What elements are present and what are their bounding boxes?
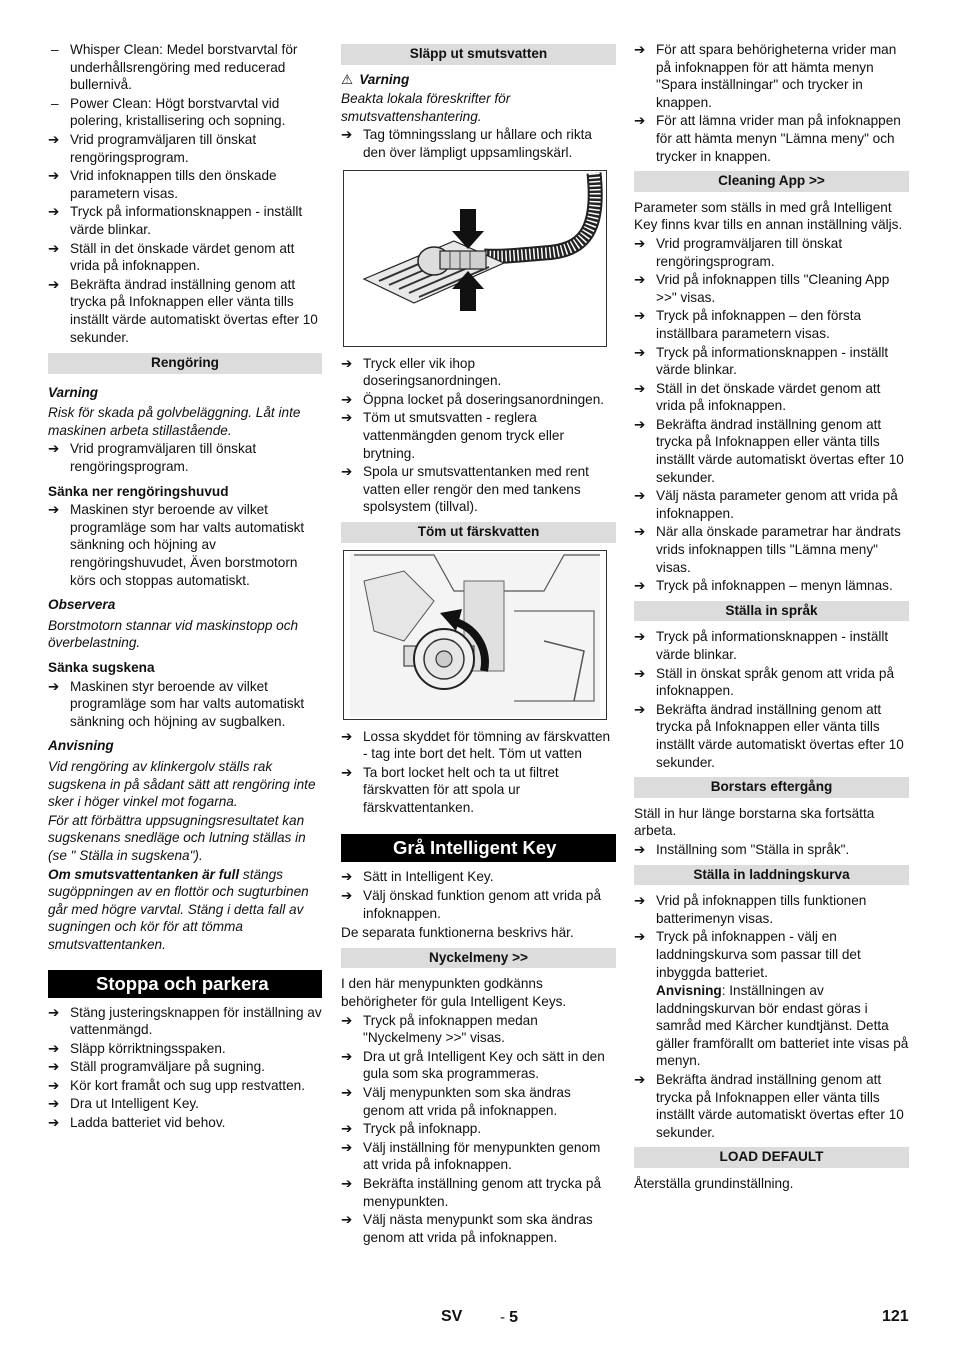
step-item: ➔ Dra ut Intelligent Key. [48, 1096, 199, 1112]
step-item: ➔ Vrid programväljaren till önskat rengöringsprogram. [48, 441, 257, 475]
note-label: Anvisning [48, 738, 114, 754]
arrow-icon: ➔ [341, 888, 353, 904]
arrow-icon: ➔ [634, 272, 646, 288]
subheading: Sänka ner rengöringshuvud [48, 483, 229, 499]
step-item: ➔ Bekräfta ändrad inställning genom att trycka på Infoknappen eller vänta tills inställt värde automatiskt övertas efter 10 sekunder. [634, 416, 904, 485]
drain-hose-illustration [343, 170, 607, 347]
arrow-icon: ➔ [634, 841, 646, 857]
step-item: ➔ Bekräfta ändrad inställning genom att trycka på Infoknappen eller vänta tills inställt värde automatiskt övertas efter 10 sekunder. [48, 276, 318, 345]
fresh-water-cap-illustration [343, 550, 607, 720]
column-right [634, 40, 909, 1194]
arrow-icon: ➔ [341, 764, 353, 780]
step-item: ➔ Vrid programväljaren till önskat rengöringsprogram. [48, 131, 257, 165]
arrow-icon: ➔ [341, 1121, 353, 1137]
step-item: ➔ Tryck på infoknappen medan "Nyckelmeny >>" visas. [341, 1012, 538, 1046]
step-item: ➔ Välj önskad funktion genom att vrida på infoknappen. [341, 888, 602, 921]
arrow-icon: ➔ [634, 524, 646, 540]
arrow-icon: ➔ [48, 240, 60, 256]
arrow-icon: ➔ [634, 629, 646, 645]
arrow-icon: ➔ [48, 1040, 60, 1056]
body-text: Parameter som ställs in med grå Intelligent Key finns kvar tills en annan inställning väljs. [634, 199, 903, 233]
step-item: ➔ Ställ in det önskade värdet genom att vrida på infoknappen. [634, 380, 881, 414]
note-text: Vid rengöring av klinkergolv ställs rak sugskena in på sådant sätt att rengöring inte sker i höger vinkel mot fogarna. [48, 758, 316, 810]
step-item: ➔ Spola ur smutsvattentanken med rent vatten eller rengör den med tankens spolsystem (tillval). [341, 464, 589, 515]
step-item: ➔ Vrid på infoknappen tills "Cleaning App >>" visas. [634, 272, 890, 305]
arrow-icon: ➔ [634, 578, 646, 594]
step-item: ➔ När alla önskade parametrar har ändrats vrids infoknappen tills "Lämna meny" visas. [634, 524, 901, 575]
arrow-icon: ➔ [341, 869, 353, 885]
drain-hose-drawing [344, 171, 606, 346]
note-label: Observera [48, 597, 116, 613]
list-item: – Power Clean: Högt borstvarvtal vid polering, kristallisering och sopning. [51, 95, 286, 129]
note-text: Borstmotorn stannar vid maskinstopp och överbelastning. [48, 617, 299, 651]
step-item: ➔ Ställ programväljare på sugning. [48, 1059, 265, 1075]
arrow-icon: ➔ [341, 1085, 353, 1100]
step-item: ➔ Lossa skyddet för tömning av färskvatten - tag inte bort det helt. Töm ut vatten [341, 728, 611, 762]
step-item: ➔ Tryck på infoknappen - välj en laddningskurva som passar till det inbyggda batteriet. [634, 929, 861, 980]
arrow-icon: ➔ [341, 391, 353, 407]
arrow-icon: ➔ [634, 380, 646, 396]
arrow-icon: ➔ [48, 1115, 60, 1131]
section-heading-laddningskurva: Ställa in laddningskurva [634, 865, 909, 886]
footer-language: SV [441, 1308, 463, 1325]
arrow-icon: ➔ [341, 1048, 353, 1064]
step-item: ➔ Välj inställning för menypunkten genom att vrida på infoknappen. [341, 1139, 601, 1173]
section-heading-stoppa: Stoppa och parkera [48, 970, 322, 998]
column-middle [341, 44, 616, 1247]
body-text: Ställ in hur länge borstarna ska fortsätta arbeta. [634, 805, 875, 839]
fresh-water-drawing [344, 551, 606, 719]
arrow-icon: ➔ [341, 1212, 353, 1228]
warning-text: Beakta lokala föreskrifter för smutsvattenshantering. [341, 91, 511, 124]
arrow-icon: ➔ [48, 1077, 60, 1093]
step-item: ➔ Vrid programväljaren till önskat rengöringsprogram. [634, 235, 843, 269]
arrow-icon: ➔ [634, 344, 646, 360]
arrow-icon: ➔ [341, 127, 353, 143]
footer-page-marker: - 5 [500, 1309, 519, 1326]
step-item: ➔ Tryck på informationsknappen - inställt värde blinkar. [634, 344, 889, 378]
body-text: Återställa grundinställning. [634, 1176, 794, 1192]
section-heading-rengoring: Rengöring [48, 353, 322, 374]
step-item: ➔ Släpp körriktningsspaken. [48, 1040, 226, 1056]
arrow-icon: ➔ [634, 416, 646, 432]
step-item: ➔ Tryck på infoknappen – den första inställbara parametern visas. [634, 308, 862, 341]
step-item: ➔ Kör kort framåt och sug upp restvatten. [48, 1077, 305, 1093]
section-heading-gra-intelligent-key: Grå Intelligent Key [341, 834, 616, 862]
warning-label: Varning [48, 384, 99, 400]
arrow-icon: ➔ [634, 929, 646, 945]
arrow-icon: ➔ [634, 1072, 646, 1088]
arrow-icon: ➔ [48, 1096, 60, 1112]
section-heading-borstars-eftergang: Borstars eftergång [634, 777, 909, 798]
step-item: ➔ Tryck på informationsknappen - inställt värde blinkar. [634, 629, 889, 662]
warning-label: ⚠ Varning [341, 71, 410, 87]
step-item: ➔ För att lämna vrider man på infoknappen för att hämta menyn "Lämna meny" och trycker in knappen. [634, 113, 901, 164]
warning-text: Risk för skada på golvbeläggning. Låt inte maskinen arbeta stillastående. [48, 405, 301, 438]
step-item: ➔ Tryck eller vik ihop doseringsanordningen. [341, 355, 502, 389]
arrow-icon: ➔ [48, 502, 60, 518]
subheading: Sänka sugskena [48, 660, 155, 675]
arrow-icon: ➔ [48, 1004, 60, 1020]
note-text: För att förbättra uppsugningsresultatet kan sugskenans snedläge och lutning ställas in (se " Ställa in sugskena"). [48, 812, 306, 863]
list-item: – Whisper Clean: Medel borstvarvtal för underhållsrengöring med reducerad bullernivå. [51, 42, 298, 93]
arrow-icon: ➔ [341, 1012, 353, 1028]
step-item: ➔ Tag tömningsslang ur hållare och rikta den över lämpligt uppsamlingskärl. [341, 127, 592, 160]
step-item: ➔ Bekräfta ändrad inställning genom att trycka på Infoknappen eller vänta tills inställt värde automatiskt övertas efter 10 sekunder. [634, 1072, 904, 1140]
step-item: ➔ Tryck på infoknappen – menyn lämnas. [634, 578, 893, 594]
body-text: De separata funktionerna beskrivs här. [341, 925, 574, 941]
arrow-icon: ➔ [634, 113, 646, 129]
arrow-icon: ➔ [634, 42, 646, 57]
step-item: ➔ Töm ut smutsvatten - reglera vattenmängden genom tryck eller brytning. [341, 410, 564, 461]
arrow-icon: ➔ [341, 464, 353, 480]
arrow-icon: ➔ [48, 276, 60, 292]
step-item: ➔ Ställ in önskat språk genom att vrida på infoknappen. [634, 665, 895, 699]
arrow-icon: ➔ [48, 441, 60, 457]
section-heading-stalla-in-sprak: Ställa in språk [634, 601, 909, 622]
arrow-icon: ➔ [48, 678, 60, 694]
warning-icon: ⚠ [341, 71, 354, 87]
section-heading-slapp: Släpp ut smutsvatten [341, 44, 616, 65]
arrow-icon: ➔ [634, 235, 646, 251]
arrow-icon: ➔ [634, 665, 646, 681]
arrow-icon: ➔ [634, 893, 646, 909]
step-item: ➔ Inställning som "Ställa in språk". [634, 841, 850, 857]
section-heading-nyckelmeny: Nyckelmeny >> [341, 948, 616, 969]
step-item: ➔ Tryck på infoknapp. [341, 1121, 482, 1137]
body-text: I den här menypunkten godkänns behörigheter för gula Intelligent Keys. [341, 976, 567, 1010]
note-text: Anvisning: Inställningen av laddningskurvan bör endast göras i samråd med Kärcher kundtjänst. Detta gäller framförallt om batteriet inte visas på menyn. [656, 983, 909, 1069]
arrow-icon: ➔ [341, 1175, 353, 1191]
section-heading-cleaning-app: Cleaning App >> [634, 171, 909, 192]
step-item: ➔ Stäng justeringsknappen för inställning av vattenmängd. [48, 1004, 322, 1038]
step-item: ➔ Bekräfta ändrad inställning genom att trycka på Infoknappen eller vänta tills inställt värde automatiskt övertas efter 10 sekunder. [634, 701, 904, 770]
step-item: ➔ Maskinen styr beroende av vilket programläge som har valts automatiskt sänkning och höjning av rengöringshuvudet, Även borstmotorn körs och stoppas automatiskt. [48, 502, 305, 588]
note-text: Om smutsvattentanken är full stängs sugöppningen av en flottör och sugturbinen går med högre varvtal. Stäng i detta fall av sugningen och kör för att tömma smutsvattentanken. [48, 866, 309, 952]
step-item: ➔ Dra ut grå Intelligent Key och sätt in den gula som ska programmeras. [341, 1048, 605, 1082]
arrow-icon: ➔ [634, 701, 646, 717]
arrow-icon: ➔ [48, 168, 60, 184]
arrow-icon: ➔ [634, 308, 646, 324]
step-item: ➔ Maskinen styr beroende av vilket programläge som har valts automatiskt sänkning och höjning av sugbalken. [48, 678, 305, 729]
arrow-icon: ➔ [341, 410, 353, 426]
arrow-icon: ➔ [341, 355, 353, 371]
page-number: 121 [882, 1308, 909, 1325]
step-item: ➔ Ta bort locket helt och ta ut filtret färskvatten för att spola ur färskvattentanken. [341, 764, 559, 815]
step-item: ➔ Ladda batteriet vid behov. [48, 1115, 226, 1131]
step-item: ➔ Välj menypunkten som ska ändras genom att vrida på infoknappen. [341, 1085, 571, 1118]
step-item: ➔ Ställ in det önskade värdet genom att vrida på infoknappen. [48, 240, 295, 274]
arrow-icon: ➔ [48, 131, 60, 147]
section-heading-load-default: LOAD DEFAULT [634, 1147, 909, 1168]
step-item: ➔ Välj nästa menypunkt som ska ändras genom att vrida på infoknappen. [341, 1212, 593, 1245]
step-item: ➔ Vrid på infoknappen tills funktionen batterimenyn visas. [634, 893, 867, 926]
section-heading-tom: Töm ut färskvatten [341, 522, 616, 543]
arrow-icon: ➔ [341, 1139, 353, 1155]
arrow-icon: ➔ [634, 488, 646, 504]
step-item: ➔ Öppna locket på doseringsanordningen. [341, 391, 605, 407]
step-item: ➔ Bekräfta inställning genom att trycka på menypunkten. [341, 1175, 602, 1209]
arrow-icon: ➔ [48, 204, 60, 220]
step-item: ➔ Tryck på informationsknappen - inställt värde blinkar. [48, 204, 303, 237]
step-item: ➔ Vrid infoknappen tills den önskade parametern visas. [48, 168, 277, 201]
arrow-icon: ➔ [48, 1059, 60, 1075]
step-item: ➔ Sätt in Intelligent Key. [341, 869, 494, 885]
column-left [48, 40, 322, 1133]
arrow-icon: ➔ [341, 728, 353, 744]
step-item: ➔ Välj nästa parameter genom att vrida på infoknappen. [634, 488, 898, 521]
step-item: ➔ För att spara behörigheterna vrider man på infoknappen för att hämta menyn "Spara inställningar" och trycker in knappen. [634, 42, 897, 110]
